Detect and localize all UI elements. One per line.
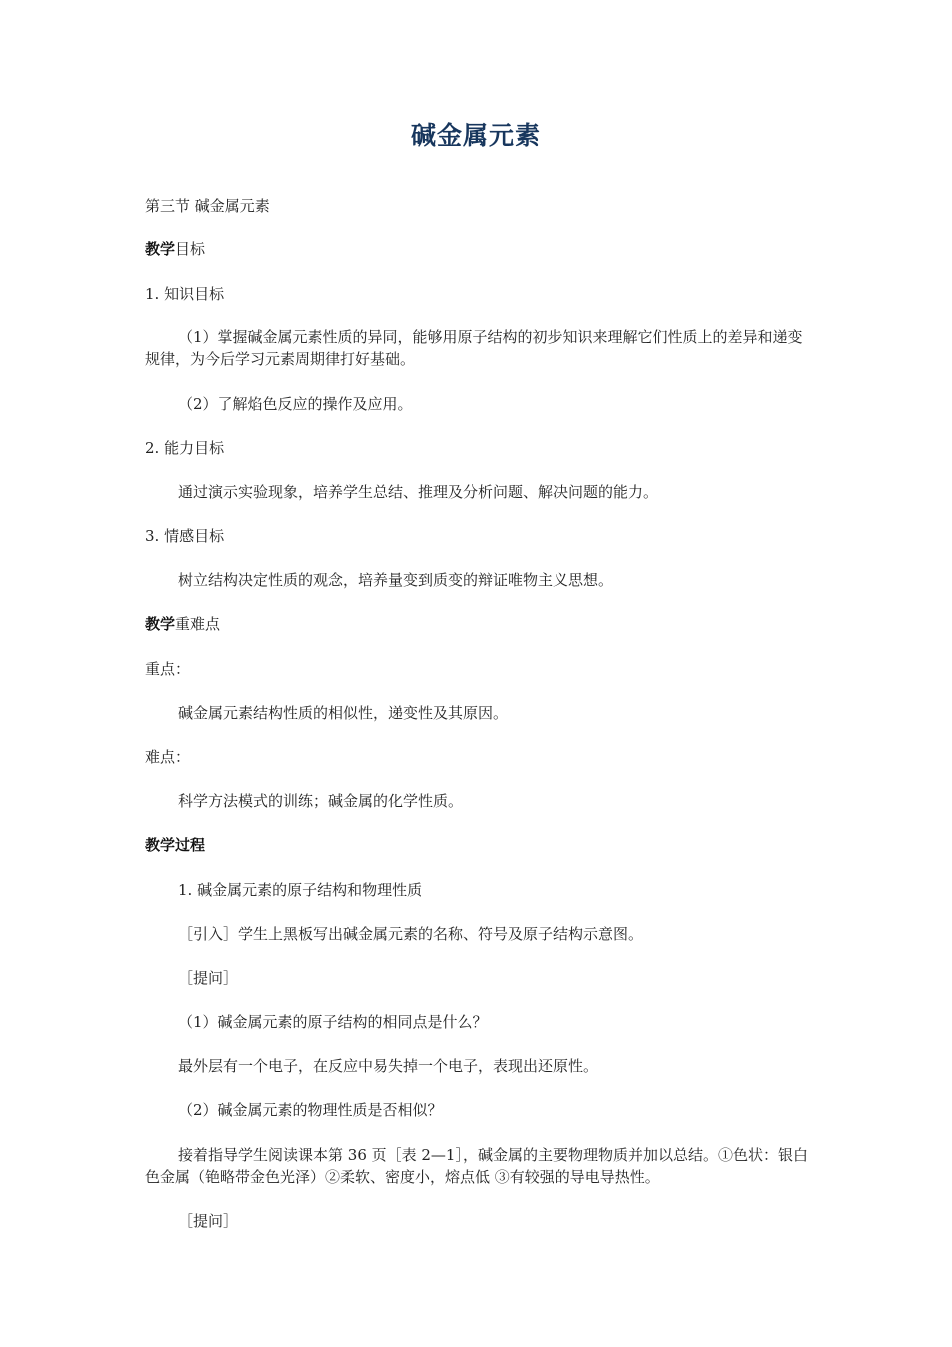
process-question-2: ［提问］: [178, 1212, 239, 1230]
emotion-goal-text: 树立结构决定性质的观念，培养量变到质变的辩证唯物主义思想。: [178, 571, 614, 589]
teaching-goals-heading: [145, 238, 815, 260]
key-point-text: 碱金属元素结构性质的相似性，递变性及其原因。: [178, 704, 509, 722]
difficult-point-label: 难点：: [145, 748, 191, 766]
key-points-label-rest: 重难点: [175, 615, 221, 633]
key-points-label-bold: 教学: [145, 615, 176, 633]
teaching-goals-label-bold: 教学: [145, 240, 176, 258]
key-point-label: 重点：: [145, 660, 191, 678]
question-1-answer: 最外层有一个电子，在反应中易失掉一个电子，表现出还原性。: [178, 1057, 599, 1075]
ability-goal-text: 通过演示实验现象，培养学生总结、推理及分析问题、解决问题的能力。: [178, 483, 659, 501]
emotion-goal-heading: 3. 情感目标: [145, 527, 225, 545]
knowledge-goal-heading: 1. 知识目标: [145, 285, 225, 303]
process-step-1: 1. 碱金属元素的原子结构和物理性质: [178, 881, 423, 899]
question-1-item: （1）碱金属元素的原子结构的相同点是什么？: [178, 1013, 488, 1031]
teaching-process-heading: 教学过程: [145, 836, 206, 854]
teaching-goals-label-rest: 目标: [175, 240, 206, 258]
difficult-point-text: 科学方法模式的训练；碱金属的化学性质。: [178, 792, 464, 810]
guide-text: 接着指导学生阅读课本第 36 页［表 2—1］，碱金属的主要物理物质并加以总结。①色状：银白色金属（铯略带金色光泽）②柔软、密度小，熔点低 ③有较强的导电导热性。: [145, 1146, 808, 1186]
key-points-heading: [145, 613, 815, 635]
page-title: 碱金属元素: [410, 121, 541, 150]
section-heading: 第三节 碱金属元素: [145, 197, 270, 215]
knowledge-goal-item-1: （1）掌握碱金属元素性质的异同，能够用原子结构的初步知识来理解它们性质上的差异和递变规律，为今后学习元素周期律打好基础。: [145, 328, 803, 368]
ability-goal-heading: 2. 能力目标: [145, 439, 225, 457]
process-intro: ［引入］学生上黑板写出碱金属元素的名称、符号及原子结构示意图。: [178, 925, 644, 943]
knowledge-goal-item-2: （2）了解焰色反应的操作及应用。: [178, 395, 413, 413]
process-question-1: ［提问］: [178, 969, 239, 987]
question-2-item: （2）碱金属元素的物理性质是否相似？: [178, 1101, 443, 1119]
